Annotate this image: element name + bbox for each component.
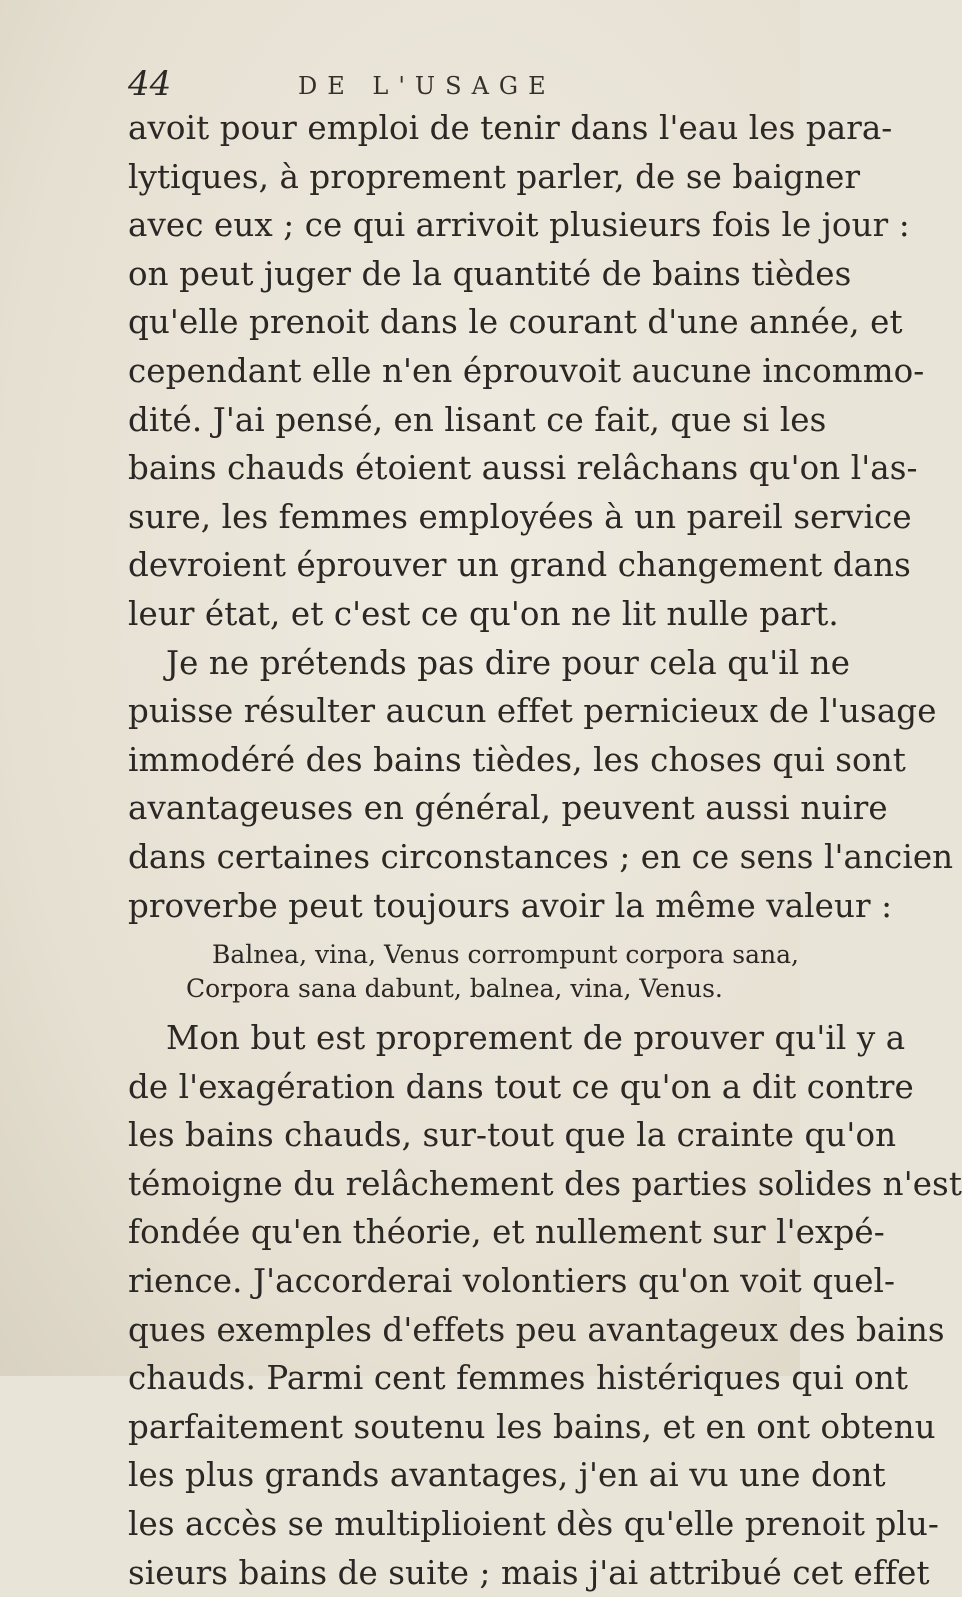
text-line: lytiques, à proprement parler, de se baigner — [128, 157, 861, 196]
text-line: rience. J'accorderai volontiers qu'on voit quel- — [128, 1262, 896, 1301]
text-line: parfaitement soutenu les bains, et en ont obtenu — [128, 1407, 936, 1446]
text-line: puisse résulter aucun effet pernicieux de l'usage — [128, 692, 937, 731]
text-line: leur état, et c'est ce qu'on ne lit nulle part. — [128, 594, 839, 633]
paragraph-1 — [128, 104, 925, 639]
text-line: dité. J'ai pensé, en lisant ce fait, que si les — [128, 400, 827, 439]
text-line: avec eux ; ce qui arrivoit plusieurs fois le jour : — [128, 206, 910, 245]
text-line: les plus grands avantages, j'en ai vu une dont — [128, 1456, 886, 1495]
text-line: avantageuses en général, peuvent aussi nuire — [128, 789, 888, 828]
page-header — [128, 62, 688, 102]
text-line: qu'elle prenoit dans le courant d'une année, et — [128, 303, 903, 342]
page-number: 44 — [128, 64, 172, 104]
text-line: cependant elle n'en éprouvoit aucune incommo- — [128, 351, 925, 390]
latin-quote — [128, 938, 799, 1006]
text-line: sieurs bains de suite ; mais j'ai attribué cet effet — [128, 1553, 930, 1592]
text-line: avoit pour emploi de tenir dans l'eau les para- — [128, 109, 893, 147]
text-line: ques exemples d'effets peu avantageux des bains — [128, 1310, 945, 1349]
text-line: les accès se multiplioient dès qu'elle prenoit plu- — [128, 1505, 939, 1544]
text-line: Je ne prétends pas dire pour cela qu'il ne — [166, 643, 851, 682]
running-head: DE L'USAGE — [298, 72, 556, 100]
text-line: sure, les femmes employées à un pareil service — [128, 497, 912, 536]
paragraph-2 — [128, 639, 954, 931]
quote-line: Corpora sana dabunt, balnea, vina, Venus. — [186, 974, 723, 1004]
text-line: fondée qu'en théorie, et nullement sur l'expé- — [128, 1213, 885, 1252]
text-line: chauds. Parmi cent femmes histériques qui ont — [128, 1359, 909, 1398]
paragraph-3 — [128, 1014, 962, 1597]
text-line: Mon but est proprement de prouver qu'il y a — [166, 1019, 906, 1058]
text-line: proverbe peut toujours avoir la même valeur : — [128, 886, 893, 925]
text-line: dans certaines circonstances ; en ce sens l'ancien — [128, 837, 954, 876]
text-line: les bains chauds, sur-tout que la crainte qu'on — [128, 1116, 897, 1155]
text-line: de l'exagération dans tout ce qu'on a dit contre — [128, 1067, 914, 1106]
text-line: immodéré des bains tièdes, les choses qui sont — [128, 740, 906, 779]
text-line: bains chauds étoient aussi relâchans qu'on l'as- — [128, 449, 918, 488]
text-line: devroient éprouver un grand changement dans — [128, 546, 911, 585]
quote-line: Balnea, vina, Venus corrompunt corpora sana, — [212, 940, 799, 970]
body-text — [128, 104, 962, 1597]
text-line: témoigne du relâchement des parties solides n'est — [128, 1164, 962, 1203]
text-line: on peut juger de la quantité de bains tièdes — [128, 254, 852, 293]
